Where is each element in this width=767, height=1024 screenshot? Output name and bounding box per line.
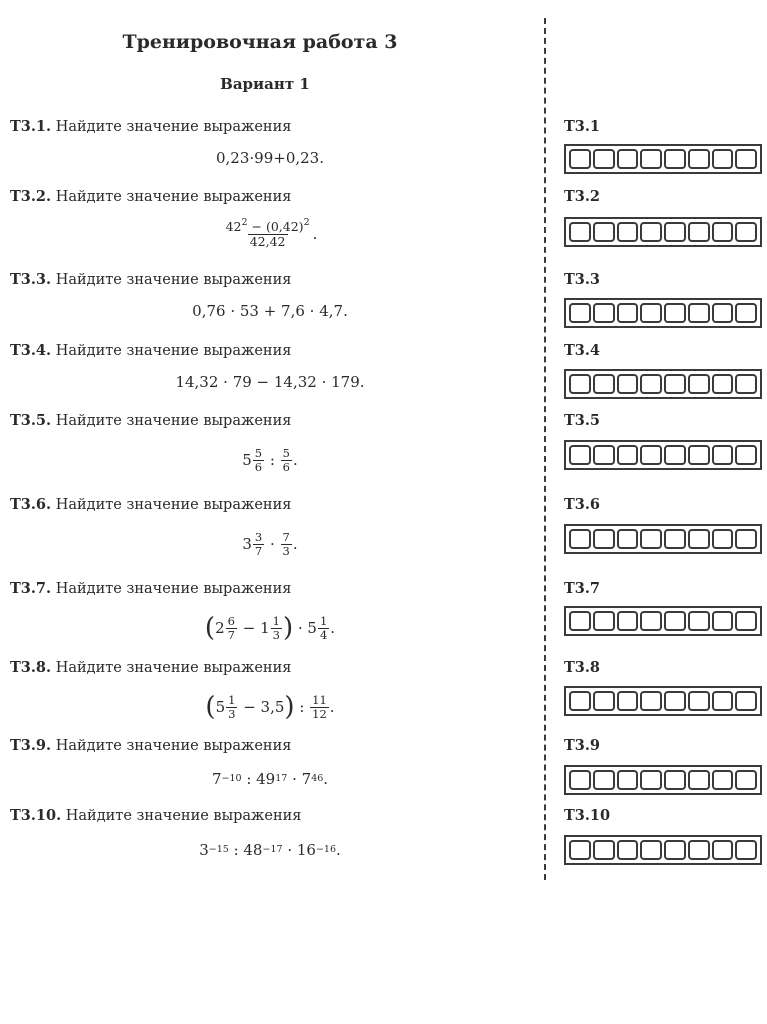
task-t3-2 [10, 188, 530, 258]
answer-cell[interactable] [664, 374, 686, 394]
answer-cell[interactable] [664, 303, 686, 323]
answer-cell[interactable] [712, 374, 734, 394]
task-t3-10 [10, 807, 530, 877]
answer-cell[interactable] [593, 611, 615, 631]
answer-box-t3-7[interactable] [564, 606, 762, 636]
fraction: $\frac{6}{7}$ [227, 613, 235, 642]
answer-cell[interactable] [640, 222, 662, 242]
task-prompt: Найдите значение выражения [55, 189, 292, 205]
task-number: T3.2. [10, 188, 52, 205]
answer-cell[interactable] [569, 303, 591, 323]
answer-cell[interactable] [664, 222, 686, 242]
answer-cell[interactable] [593, 691, 615, 711]
task-prompt: Найдите значение выражения [55, 272, 292, 288]
answer-cell[interactable] [735, 374, 757, 394]
answer-cell[interactable] [712, 149, 734, 169]
task-expression: 14,32 · 79 − 14,32 · 179. [175, 373, 365, 391]
expr-term: 0,23 [285, 149, 320, 167]
answer-cell[interactable] [735, 529, 757, 549]
expr-term: 0,23 [215, 149, 250, 167]
answer-cell[interactable] [664, 149, 686, 169]
page-title: Тренировочная работа 3 [122, 31, 398, 53]
answer-cell[interactable] [688, 149, 710, 169]
answer-cell[interactable] [640, 840, 662, 860]
task-prompt: Найдите значение выражения [55, 343, 292, 359]
answer-cell[interactable] [664, 529, 686, 549]
answer-cell[interactable] [569, 374, 591, 394]
answer-cell[interactable] [593, 222, 615, 242]
task-t3-7 [10, 580, 530, 650]
answer-cell[interactable] [593, 303, 615, 323]
answer-cell[interactable] [735, 691, 757, 711]
answer-label: T3.9 [564, 737, 601, 754]
answer-cell[interactable] [593, 840, 615, 860]
answer-cell[interactable] [688, 445, 710, 465]
answer-box-t3-2[interactable] [564, 217, 762, 247]
answer-cell[interactable] [735, 611, 757, 631]
answer-cell[interactable] [617, 691, 639, 711]
answer-cell[interactable] [569, 691, 591, 711]
task-t3-4 [10, 342, 530, 412]
answer-box-t3-3[interactable] [564, 298, 762, 328]
fraction: $\frac{42^2 - (0,42)^2}{42,42}$ [225, 217, 310, 250]
task-expression: 3 $\frac{3}{7}$ · $\frac{7}{3}$ . [242, 529, 298, 558]
task-expression: 0,76 · 53 + 7,6 · 4,7. [192, 302, 348, 320]
answer-cell[interactable] [712, 840, 734, 860]
answer-cell[interactable] [664, 611, 686, 631]
task-expression: 7 $^{-10}$ : 49 $^{17}$ · 7 $^{46}$ . [211, 770, 329, 788]
answer-cell[interactable] [688, 303, 710, 323]
task-expression: ( 5 $\frac{1}{3}$ − 3,5 ) : $\frac{11}{12}$ . [205, 692, 335, 722]
answer-cell[interactable] [617, 529, 639, 549]
answer-cell[interactable] [569, 222, 591, 242]
answer-cell[interactable] [712, 303, 734, 323]
task-expression: $\frac{42^2 - (0,42)^2}{42,42}$ . [225, 217, 318, 250]
answer-label: T3.2 [564, 188, 601, 205]
answer-cell[interactable] [664, 840, 686, 860]
answer-cell[interactable] [735, 445, 757, 465]
answer-cell[interactable] [664, 445, 686, 465]
task-expression: ( 2 $\frac{6}{7}$ − 1 $\frac{1}{3}$ ) · 5 $\frac{1}{4}$ . [204, 613, 336, 643]
answer-cell[interactable] [569, 529, 591, 549]
task-number: T3.4. [10, 342, 52, 359]
fraction: $\frac{1}{4}$ [319, 613, 328, 642]
fraction: $\frac{7}{3}$ [282, 529, 290, 558]
task-prompt: Найдите значение выражения [65, 808, 302, 824]
answer-cell[interactable] [712, 222, 734, 242]
task-number: T3.6. [10, 496, 52, 513]
answer-cell[interactable] [688, 374, 710, 394]
answer-cell[interactable] [735, 303, 757, 323]
answer-cell[interactable] [688, 691, 710, 711]
answer-cell[interactable] [712, 445, 734, 465]
task-prompt: Найдите значение выражения [55, 581, 292, 597]
answer-cell[interactable] [569, 149, 591, 169]
answer-label: T3.6 [564, 496, 601, 513]
answer-label: T3.4 [564, 342, 601, 359]
answer-cell[interactable] [617, 374, 639, 394]
answer-cell[interactable] [569, 840, 591, 860]
answer-box-t3-1[interactable] [564, 144, 762, 174]
answer-cell[interactable] [640, 374, 662, 394]
answer-cell[interactable] [664, 770, 686, 790]
answer-box-t3-8[interactable] [564, 686, 762, 716]
answer-cell[interactable] [640, 303, 662, 323]
answer-cell[interactable] [735, 770, 757, 790]
answer-cell[interactable] [640, 445, 662, 465]
answer-box-t3-5[interactable] [564, 440, 762, 470]
answer-cell[interactable] [617, 303, 639, 323]
answer-label: T3.1 [564, 118, 601, 135]
answer-cell[interactable] [617, 222, 639, 242]
answer-cell[interactable] [688, 611, 710, 631]
answer-cell[interactable] [593, 770, 615, 790]
answer-cell[interactable] [688, 529, 710, 549]
answer-box-t3-6[interactable] [564, 524, 762, 554]
answer-label: T3.3 [564, 271, 601, 288]
answer-box-t3-4[interactable] [564, 369, 762, 399]
answer-cell[interactable] [569, 445, 591, 465]
task-prompt: Найдите значение выражения [55, 497, 292, 513]
fraction: $\frac{5}{6}$ [282, 445, 290, 474]
answer-cell[interactable] [640, 149, 662, 169]
answer-cell[interactable] [617, 840, 639, 860]
fraction: $\frac{5}{6}$ [254, 445, 263, 474]
task-t3-5 [10, 412, 530, 482]
task-number: T3.9. [10, 737, 52, 754]
answer-cell[interactable] [664, 691, 686, 711]
answer-cell[interactable] [735, 840, 757, 860]
answer-box-t3-10[interactable] [564, 835, 762, 865]
answer-cell[interactable] [640, 529, 662, 549]
answer-cell[interactable] [712, 770, 734, 790]
task-prompt: Найдите значение выражения [55, 660, 292, 676]
answer-cell[interactable] [617, 149, 639, 169]
expr-operator: + [273, 149, 286, 167]
answer-label: T3.5 [564, 412, 601, 429]
answer-cell[interactable] [640, 770, 662, 790]
expr-term: 99 [254, 149, 274, 167]
fraction: $\frac{1}{3}$ [228, 692, 236, 721]
answer-cell[interactable] [688, 840, 710, 860]
task-number: T3.5. [10, 412, 52, 429]
answer-label: T3.8 [564, 659, 601, 676]
answer-cell[interactable] [735, 149, 757, 169]
expr-operator: · [249, 149, 255, 167]
task-prompt: Найдите значение выражения [55, 119, 292, 135]
answer-cell[interactable] [617, 770, 639, 790]
task-number: T3.10. [10, 807, 62, 824]
task-number: T3.8. [10, 659, 52, 676]
task-t3-3 [10, 271, 530, 341]
fraction: $\frac{3}{7}$ [254, 529, 263, 558]
task-t3-9 [10, 737, 530, 807]
answer-cell[interactable] [617, 611, 639, 631]
task-t3-6 [10, 496, 530, 566]
answer-cell[interactable] [640, 691, 662, 711]
answer-cell[interactable] [688, 222, 710, 242]
answer-cell[interactable] [569, 770, 591, 790]
answer-cell[interactable] [593, 445, 615, 465]
cut-line-divider [544, 18, 546, 880]
answer-cell[interactable] [593, 149, 615, 169]
task-t3-8 [10, 659, 530, 729]
answer-cell[interactable] [593, 374, 615, 394]
answer-cell[interactable] [593, 529, 615, 549]
task-expression [10, 140, 530, 176]
task-prompt: Найдите значение выражения [55, 413, 292, 429]
answer-cell[interactable] [712, 611, 734, 631]
answer-cell[interactable] [712, 529, 734, 549]
fraction: $\frac{11}{12}$ [312, 692, 327, 721]
task-t3-1 [10, 118, 530, 188]
task-number: T3.7. [10, 580, 52, 597]
answer-label: T3.10 [564, 807, 611, 824]
fraction: $\frac{1}{3}$ [272, 613, 280, 642]
answer-label: T3.7 [564, 580, 601, 597]
answer-cell[interactable] [640, 611, 662, 631]
task-number: T3.3. [10, 271, 52, 288]
answer-cell[interactable] [688, 770, 710, 790]
answer-cell[interactable] [735, 222, 757, 242]
variant-label: Вариант 1 [220, 75, 310, 93]
expr-end: . [319, 149, 325, 167]
answer-cell[interactable] [712, 691, 734, 711]
answer-box-t3-9[interactable] [564, 765, 762, 795]
task-prompt: Найдите значение выражения [55, 738, 292, 754]
task-expression: 3 $^{-15}$ : 48 $^{-17}$ · 16 $^{-16}$ . [199, 841, 341, 859]
task-expression: 5 $\frac{5}{6}$ : $\frac{5}{6}$ . [242, 445, 298, 474]
answer-cell[interactable] [617, 445, 639, 465]
answer-cell[interactable] [569, 611, 591, 631]
task-number: T3.1. [10, 118, 52, 135]
